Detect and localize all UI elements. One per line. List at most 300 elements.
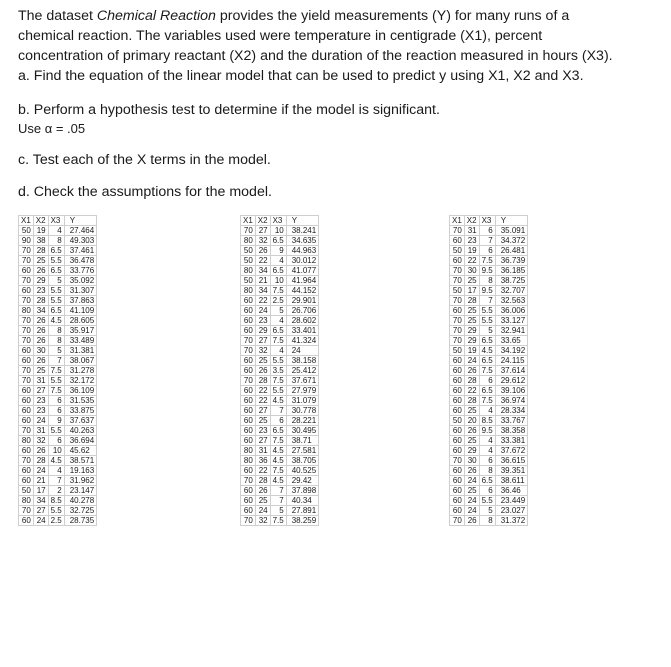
cell-x3: 5.5 [479,496,495,506]
cell-y: 40.34 [286,496,318,506]
cell-x3: 8 [48,326,64,336]
cell-x1: 70 [241,476,256,486]
cell-x1: 60 [450,396,465,406]
cell-x3: 6.5 [479,356,495,366]
table-row [241,296,319,306]
table-row [450,336,528,346]
column-header-x1: X1 [450,216,465,226]
table-row [450,516,528,526]
cell-x1: 80 [241,286,256,296]
cell-x3: 4.5 [479,346,495,356]
cell-x3: 9.5 [479,266,495,276]
cell-x2: 32 [255,346,270,356]
cell-x3: 9.5 [479,426,495,436]
cell-x3: 7 [479,296,495,306]
table-row [241,266,319,276]
cell-y: 23.027 [495,506,527,516]
intro-text: provides the yield measurements (Y) for many runs of a [215,8,570,24]
cell-y: 38.259 [286,516,318,526]
table-row [241,316,319,326]
table-row [241,446,319,456]
cell-x2: 30 [464,266,479,276]
cell-x1: 60 [19,396,34,406]
table-row [241,336,319,346]
cell-x2: 22 [464,256,479,266]
cell-x3: 6 [479,456,495,466]
cell-x2: 22 [255,386,270,396]
cell-x1: 70 [450,276,465,286]
cell-x2: 25 [464,276,479,286]
table-row [450,246,528,256]
cell-y: 26.706 [286,306,318,316]
cell-y: 27.464 [64,226,96,236]
cell-x2: 26 [255,246,270,256]
cell-x2: 24 [33,416,48,426]
cell-x1: 60 [450,306,465,316]
cell-y: 36.46 [495,486,527,496]
cell-x1: 60 [19,476,34,486]
cell-y: 36.185 [495,266,527,276]
cell-x1: 70 [450,296,465,306]
cell-x1: 70 [19,456,34,466]
cell-x1: 70 [19,246,34,256]
cell-x1: 60 [450,356,465,366]
cell-x1: 70 [19,296,34,306]
cell-y: 25.412 [286,366,318,376]
intro-text: concentration of primary reactant (X2) and the duration of the reaction measured in hours (X3). [18,48,613,64]
table-row [19,376,97,386]
cell-x2: 25 [464,316,479,326]
cell-x3: 4 [270,316,286,326]
cell-x1: 60 [19,516,34,526]
cell-x3: 6.5 [479,476,495,486]
cell-x3: 7.5 [479,396,495,406]
cell-y: 32.563 [495,296,527,306]
cell-x3: 7.5 [270,286,286,296]
table-row [19,336,97,346]
cell-x2: 26 [33,356,48,366]
cell-y: 31.962 [64,476,96,486]
cell-x2: 26 [464,426,479,436]
table-row [241,286,319,296]
cell-y: 38.705 [286,456,318,466]
table-row [19,416,97,426]
cell-x2: 26 [33,326,48,336]
cell-x1: 70 [450,316,465,326]
cell-x2: 21 [33,476,48,486]
cell-x1: 60 [450,376,465,386]
cell-x2: 22 [255,396,270,406]
cell-x3: 2 [48,486,64,496]
cell-y: 34.635 [286,236,318,246]
cell-x1: 90 [19,236,34,246]
cell-x2: 24 [33,516,48,526]
table-row [450,226,528,236]
data-table-block-2 [240,215,319,526]
table-row [450,316,528,326]
cell-y: 44.152 [286,286,318,296]
cell-x2: 22 [255,296,270,306]
cell-x3: 4.5 [270,396,286,406]
cell-x2: 25 [464,306,479,316]
table-row [241,246,319,256]
cell-x2: 27 [33,386,48,396]
cell-x1: 70 [241,346,256,356]
header-row [19,216,97,226]
cell-x2: 28 [33,456,48,466]
cell-y: 38.725 [495,276,527,286]
table-row [241,396,319,406]
cell-x1: 60 [19,266,34,276]
cell-x3: 8.5 [48,496,64,506]
cell-x2: 28 [464,296,479,306]
cell-x3: 6 [48,406,64,416]
column-header-x2: X2 [464,216,479,226]
cell-x1: 70 [450,516,465,526]
cell-y: 26.481 [495,246,527,256]
cell-x3: 5.5 [48,426,64,436]
cell-x1: 50 [450,246,465,256]
cell-y: 38.067 [64,356,96,366]
column-header-x3: X3 [479,216,495,226]
cell-x2: 31 [464,226,479,236]
cell-x2: 34 [33,496,48,506]
cell-x3: 4 [48,226,64,236]
cell-x2: 26 [33,266,48,276]
cell-x2: 17 [464,286,479,296]
cell-x1: 60 [241,416,256,426]
cell-x3: 8 [479,466,495,476]
cell-x2: 38 [33,236,48,246]
cell-x3: 9 [48,416,64,426]
cell-y: 45.62 [64,446,96,456]
table-row [450,436,528,446]
cell-x1: 70 [450,336,465,346]
column-header-y: Y [64,216,96,226]
cell-y: 32.707 [495,286,527,296]
table-row [450,356,528,366]
cell-x2: 24 [464,506,479,516]
table-row [19,516,97,526]
table-row [450,266,528,276]
cell-y: 23.449 [495,496,527,506]
cell-x3: 5.5 [48,296,64,306]
table-row [19,436,97,446]
cell-x3: 5 [270,306,286,316]
cell-y: 44.963 [286,246,318,256]
cell-x3: 7 [270,406,286,416]
cell-x2: 34 [33,306,48,316]
table-row [241,226,319,236]
table-row [241,276,319,286]
table-row [241,496,319,506]
cell-x1: 60 [450,466,465,476]
cell-x1: 60 [450,446,465,456]
cell-x2: 25 [464,436,479,446]
cell-x2: 25 [255,416,270,426]
cell-x3: 5.5 [48,286,64,296]
cell-x3: 7.5 [270,376,286,386]
cell-y: 32.172 [64,376,96,386]
column-header-x3: X3 [48,216,64,226]
cell-y: 41.077 [286,266,318,276]
cell-x3: 7.5 [270,336,286,346]
cell-x3: 8 [48,336,64,346]
table-row [450,466,528,476]
cell-x3: 5 [479,326,495,336]
table-row [450,396,528,406]
cell-y: 36.694 [64,436,96,446]
cell-x2: 24 [464,476,479,486]
intro-line [18,26,613,46]
cell-x1: 60 [241,366,256,376]
intro-line [18,66,613,86]
cell-y: 19.163 [64,466,96,476]
cell-x3: 10 [270,226,286,236]
cell-y: 24.115 [495,356,527,366]
cell-x1: 80 [241,266,256,276]
cell-y: 36.109 [64,386,96,396]
cell-x3: 5 [479,506,495,516]
cell-y: 28.221 [286,416,318,426]
cell-x1: 60 [450,506,465,516]
cell-x3: 4 [479,436,495,446]
cell-x2: 30 [464,456,479,466]
cell-x2: 22 [255,256,270,266]
cell-x1: 80 [19,436,34,446]
cell-x1: 80 [241,456,256,466]
cell-x2: 32 [255,236,270,246]
table-row [19,486,97,496]
cell-x3: 5.5 [48,256,64,266]
table-row [19,326,97,336]
cell-y: 28.334 [495,406,527,416]
cell-y: 41.109 [64,306,96,316]
table-row [241,476,319,486]
cell-y: 28.605 [64,316,96,326]
table-row [450,286,528,296]
table-row [19,346,97,356]
table-row [241,506,319,516]
cell-x3: 5.5 [48,506,64,516]
table-row [450,346,528,356]
cell-x3: 6.5 [48,266,64,276]
cell-y: 38.241 [286,226,318,236]
cell-x2: 28 [33,296,48,306]
cell-x1: 50 [241,276,256,286]
cell-x1: 60 [241,326,256,336]
cell-x1: 50 [450,416,465,426]
cell-y: 33.767 [495,416,527,426]
cell-y: 34.372 [495,236,527,246]
cell-x2: 25 [255,356,270,366]
cell-x1: 70 [19,256,34,266]
cell-x1: 60 [241,486,256,496]
cell-y: 35.917 [64,326,96,336]
cell-x1: 60 [450,406,465,416]
cell-x3: 9 [270,246,286,256]
part-c-text: c. Test each of the X terms in the model. [18,152,271,168]
cell-x1: 60 [19,466,34,476]
cell-x1: 50 [19,226,34,236]
cell-x1: 60 [19,286,34,296]
cell-x2: 24 [255,506,270,516]
cell-x2: 24 [255,306,270,316]
cell-x2: 23 [255,426,270,436]
cell-y: 37.461 [64,246,96,256]
cell-x2: 28 [255,476,270,486]
cell-x3: 5 [270,506,286,516]
cell-x1: 70 [450,226,465,236]
cell-y: 34.192 [495,346,527,356]
table-row [19,506,97,516]
cell-x1: 80 [241,446,256,456]
column-header-x3: X3 [270,216,286,226]
cell-y: 36.615 [495,456,527,466]
table-row [19,316,97,326]
cell-x1: 60 [241,496,256,506]
cell-y: 40.525 [286,466,318,476]
cell-y: 27.891 [286,506,318,516]
cell-x1: 70 [241,376,256,386]
table-row [19,456,97,466]
table-row [241,406,319,416]
table-row [450,326,528,336]
column-header-x2: X2 [33,216,48,226]
cell-x2: 27 [255,336,270,346]
table-row [19,476,97,486]
cell-y: 31.307 [64,286,96,296]
cell-x2: 29 [464,326,479,336]
cell-x2: 26 [255,486,270,496]
cell-x1: 50 [19,486,34,496]
cell-x2: 28 [464,376,479,386]
cell-x1: 60 [450,426,465,436]
cell-x3: 7 [270,496,286,506]
cell-x3: 7.5 [270,466,286,476]
table-row [241,466,319,476]
cell-x3: 7.5 [48,386,64,396]
cell-y: 31.381 [64,346,96,356]
header-row [241,216,319,226]
table-row [19,496,97,506]
cell-x2: 21 [255,276,270,286]
cell-x2: 25 [464,406,479,416]
table-row [241,386,319,396]
cell-y: 41.964 [286,276,318,286]
cell-x2: 23 [33,286,48,296]
data-table-block-3 [449,215,528,526]
cell-x1: 60 [19,386,34,396]
cell-x3: 6.5 [48,246,64,256]
cell-x2: 22 [255,466,270,476]
data-table-block-1 [18,215,97,526]
intro-text: The dataset [18,8,97,24]
cell-y: 31.372 [495,516,527,526]
cell-x2: 26 [464,466,479,476]
table-row [241,516,319,526]
cell-x1: 70 [19,426,34,436]
cell-y: 37.614 [495,366,527,376]
table-row [450,416,528,426]
cell-x1: 70 [241,336,256,346]
cell-x2: 24 [464,496,479,506]
cell-x2: 34 [255,266,270,276]
cell-y: 33.401 [286,326,318,336]
cell-x2: 25 [33,366,48,376]
table-row [241,346,319,356]
cell-x1: 80 [241,236,256,246]
table-row [450,486,528,496]
cell-x1: 60 [450,256,465,266]
cell-x1: 70 [19,276,34,286]
table-row [241,426,319,436]
cell-x1: 60 [241,356,256,366]
table-row [19,286,97,296]
cell-y: 27.581 [286,446,318,456]
intro-text: a. Find the equation of the linear model that can be used to predict y using X1, X2 and X3. [18,68,584,84]
cell-x2: 19 [33,226,48,236]
cell-x2: 36 [255,456,270,466]
cell-x3: 8 [48,236,64,246]
cell-y: 39.106 [495,386,527,396]
cell-x2: 24 [33,466,48,476]
cell-x3: 4 [270,256,286,266]
cell-y: 36.739 [495,256,527,266]
cell-y: 29.42 [286,476,318,486]
cell-y: 31.079 [286,396,318,406]
cell-x2: 26 [33,446,48,456]
cell-y: 32.725 [64,506,96,516]
cell-x3: 6.5 [270,266,286,276]
cell-y: 40.263 [64,426,96,436]
table-row [241,306,319,316]
cell-x3: 8 [479,276,495,286]
table-row [450,296,528,306]
table-row [241,236,319,246]
cell-x2: 29 [464,336,479,346]
cell-x1: 60 [241,306,256,316]
cell-x3: 4.5 [270,446,286,456]
table-row [19,266,97,276]
table-row [241,376,319,386]
cell-y: 27.979 [286,386,318,396]
intro-text: chemical reaction. The variables used were temperature in centigrade (X1), percent [18,28,543,44]
cell-x3: 6 [479,226,495,236]
table-row [450,256,528,266]
cell-x3: 5.5 [270,386,286,396]
cell-x2: 23 [33,406,48,416]
cell-x1: 60 [241,396,256,406]
cell-y: 24 [286,346,318,356]
cell-x1: 70 [450,456,465,466]
cell-x3: 2.5 [270,296,286,306]
cell-x2: 20 [464,416,479,426]
cell-x3: 4.5 [48,456,64,466]
cell-y: 32.941 [495,326,527,336]
part-d-text: d. Check the assumptions for the model. [18,184,272,200]
part-b-text: b. Perform a hypothesis test to determine if the model is significant. [18,102,440,118]
cell-x2: 27 [255,436,270,446]
cell-y: 38.358 [495,426,527,436]
cell-x2: 29 [33,276,48,286]
cell-y: 30.012 [286,256,318,266]
table-row [19,246,97,256]
cell-x1: 70 [241,226,256,236]
cell-x3: 3.5 [270,366,286,376]
cell-x3: 4 [479,446,495,456]
cell-x1: 60 [450,476,465,486]
